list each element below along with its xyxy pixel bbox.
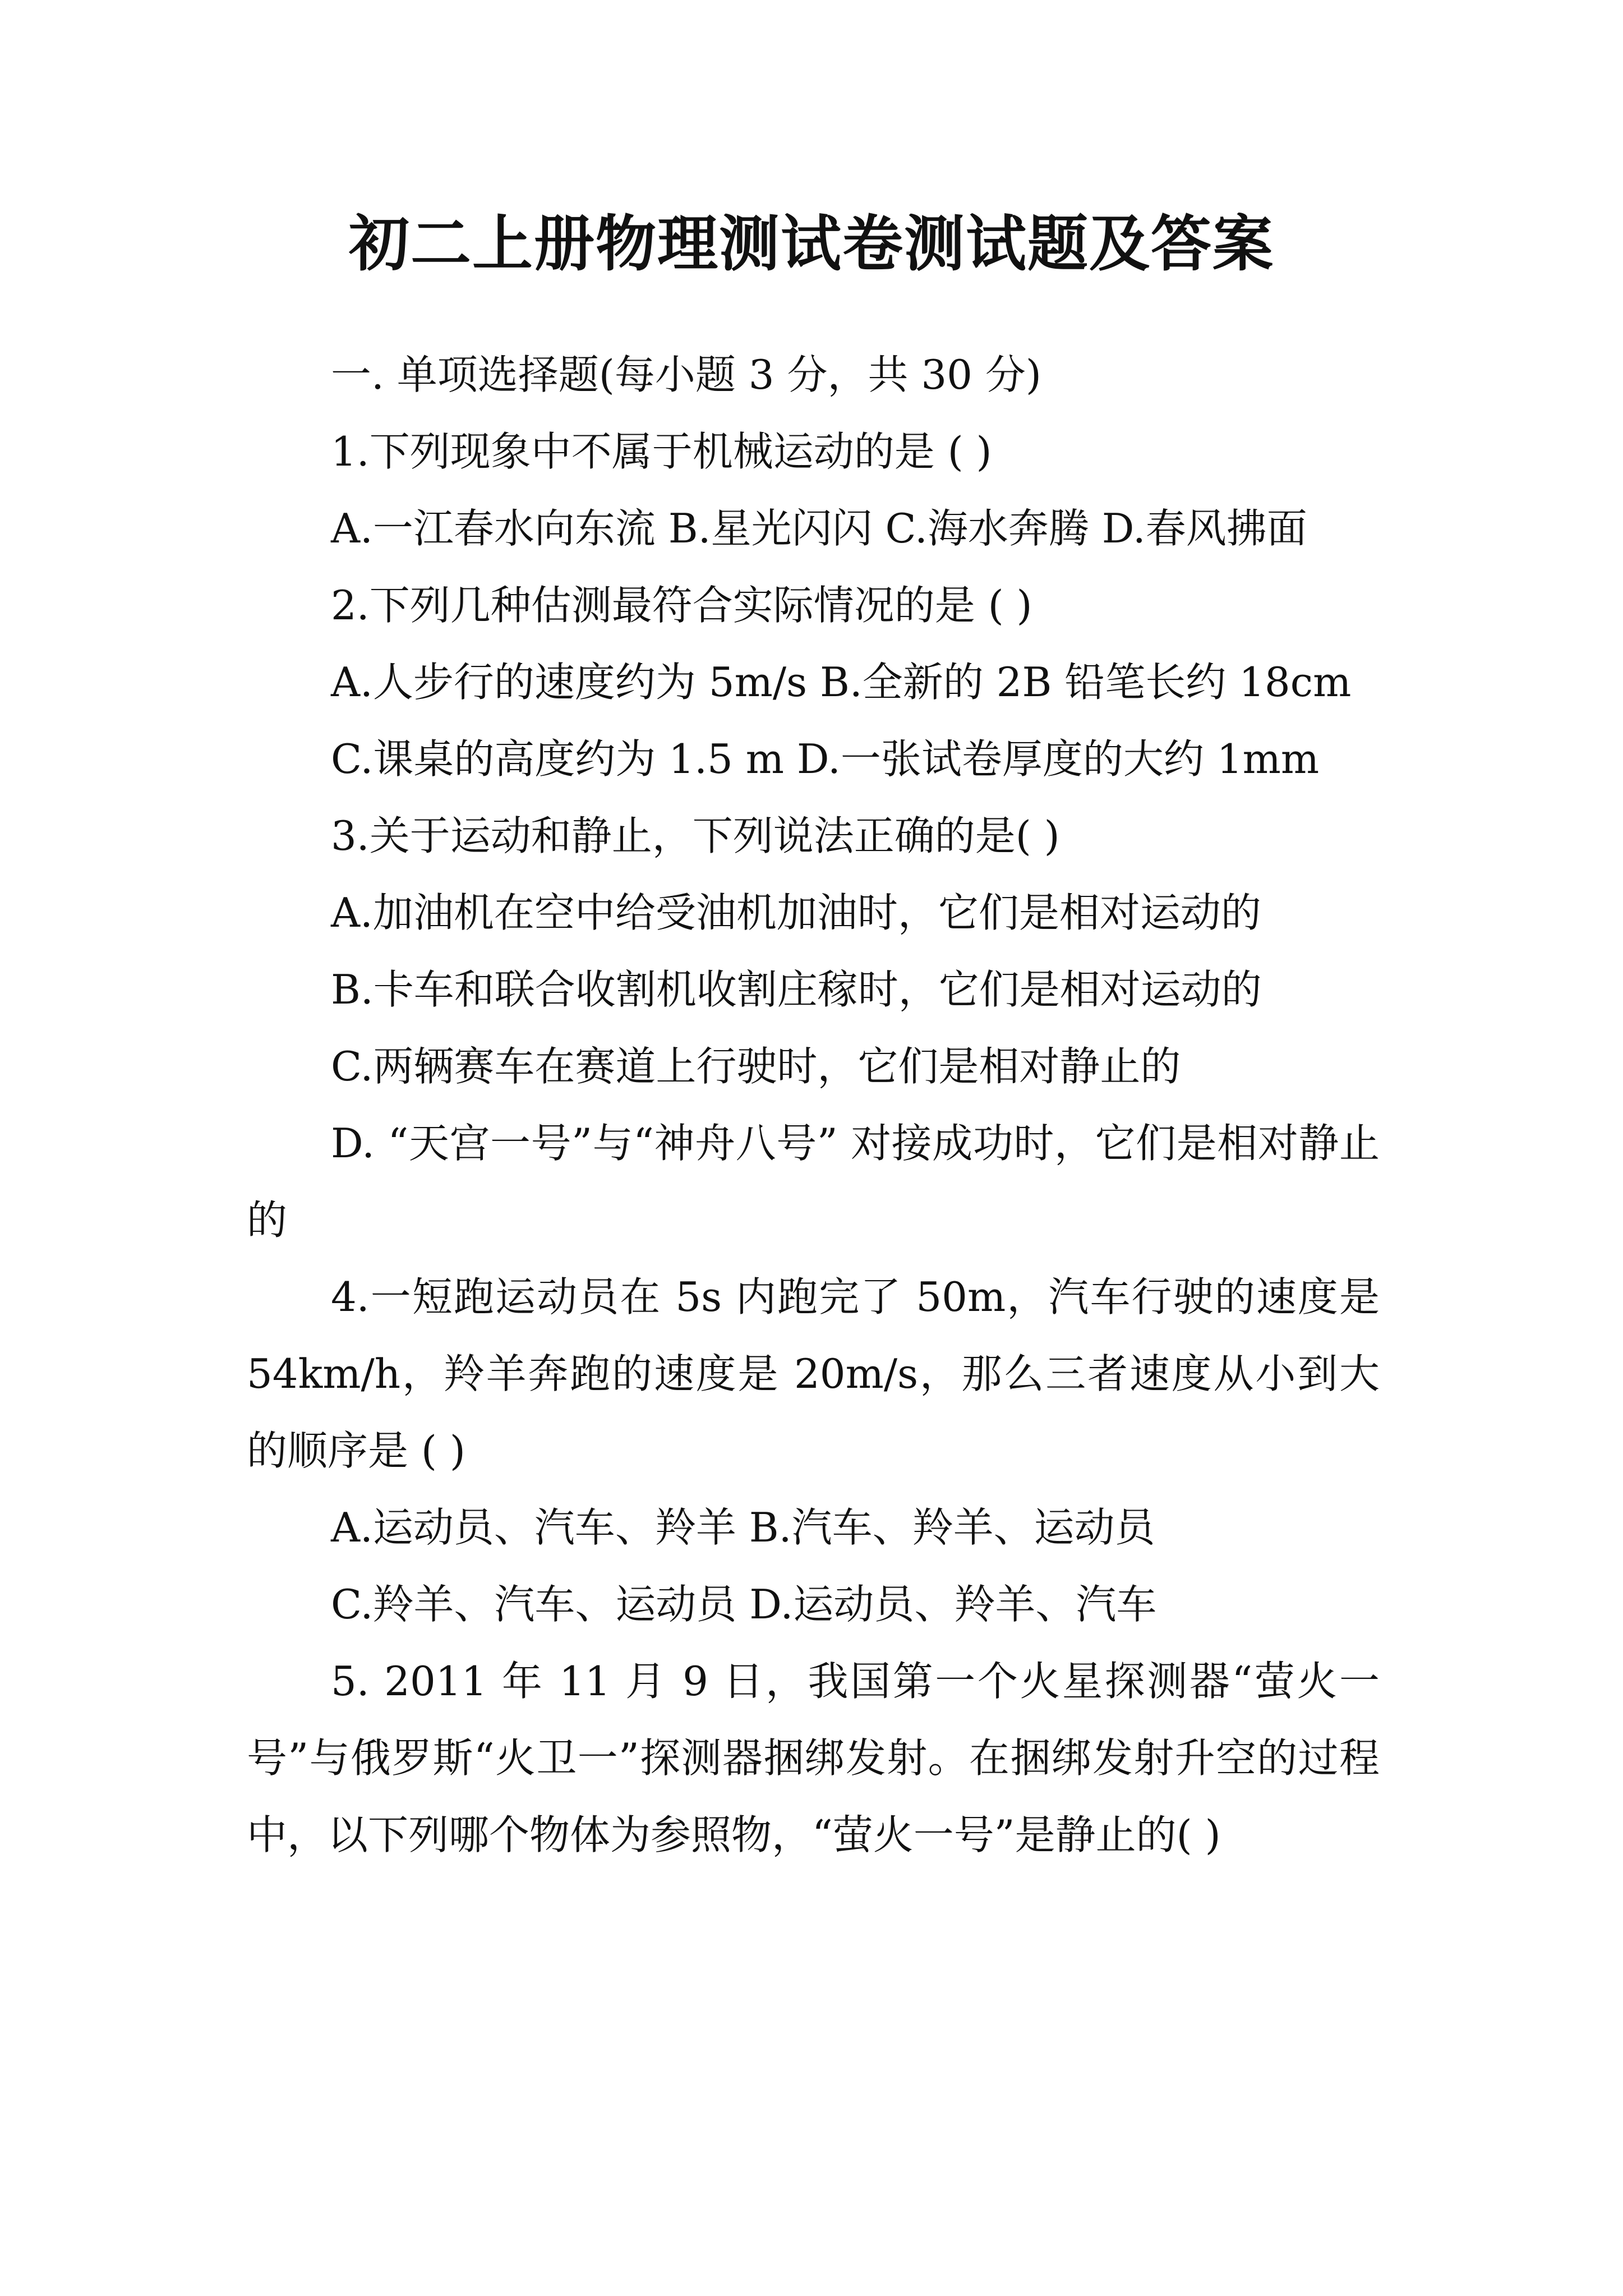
- section-heading: 一. 单项选择题(每小题 3 分，共 30 分): [331, 351, 1041, 398]
- question-4: 4.一短跑运动员在 5s 内跑完了 50m，汽车行驶的速度是 54km/h，羚羊奔跑的速度是 20m/s，那么三者速度从小到大的顺序是 ( ): [247, 1273, 1380, 1474]
- question-2-options-ab: A.人步行的速度约为 5m/s B.全新的 2B 铅笔长约 18cm: [331, 659, 1352, 706]
- question-3-option-d: D. “天宫一号”与“神舟八号” 对接成功时，它们是相对静止的: [247, 1120, 1380, 1244]
- question-3-option-c: C.两辆赛车在赛道上行驶时，它们是相对静止的: [331, 1043, 1181, 1090]
- question-3-option-a: A.加油机在空中给受油机加油时，它们是相对运动的: [331, 889, 1261, 936]
- question-2: 2.下列几种估测最符合实际情况的是 ( ): [331, 582, 1032, 629]
- question-1: 1.下列现象中不属于机械运动的是 ( ): [331, 428, 992, 475]
- document-body: [247, 337, 1380, 1874]
- document-title: 初二上册物理测试卷测试题及答案: [348, 209, 1274, 279]
- question-4-options-ab: A.运动员、汽车、羚羊 B.汽车、羚羊、运动员: [331, 1504, 1155, 1551]
- question-5: 5. 2011 年 11 月 9 日，我国第一个火星探测器“萤火一号”与俄罗斯“火卫一”探测器捆绑发射。在捆绑发射升空的过程中，以下列哪个物体为参照物，“萤火一号”是静止的( ): [247, 1658, 1380, 1858]
- question-3-option-b: B.卡车和联合收割机收割庄稼时，它们是相对运动的: [331, 966, 1262, 1013]
- question-2-options-cd: C.课桌的高度约为 1.5 m D.一张试卷厚度的大约 1mm: [331, 735, 1320, 783]
- question-1-options: A.一江春水向东流 B.星光闪闪 C.海水奔腾 D.春风拂面: [331, 505, 1307, 552]
- question-3: 3.关于运动和静止，下列说法正确的是( ): [331, 812, 1060, 859]
- question-4-options-cd: C.羚羊、汽车、运动员 D.运动员、羚羊、汽车: [331, 1581, 1157, 1628]
